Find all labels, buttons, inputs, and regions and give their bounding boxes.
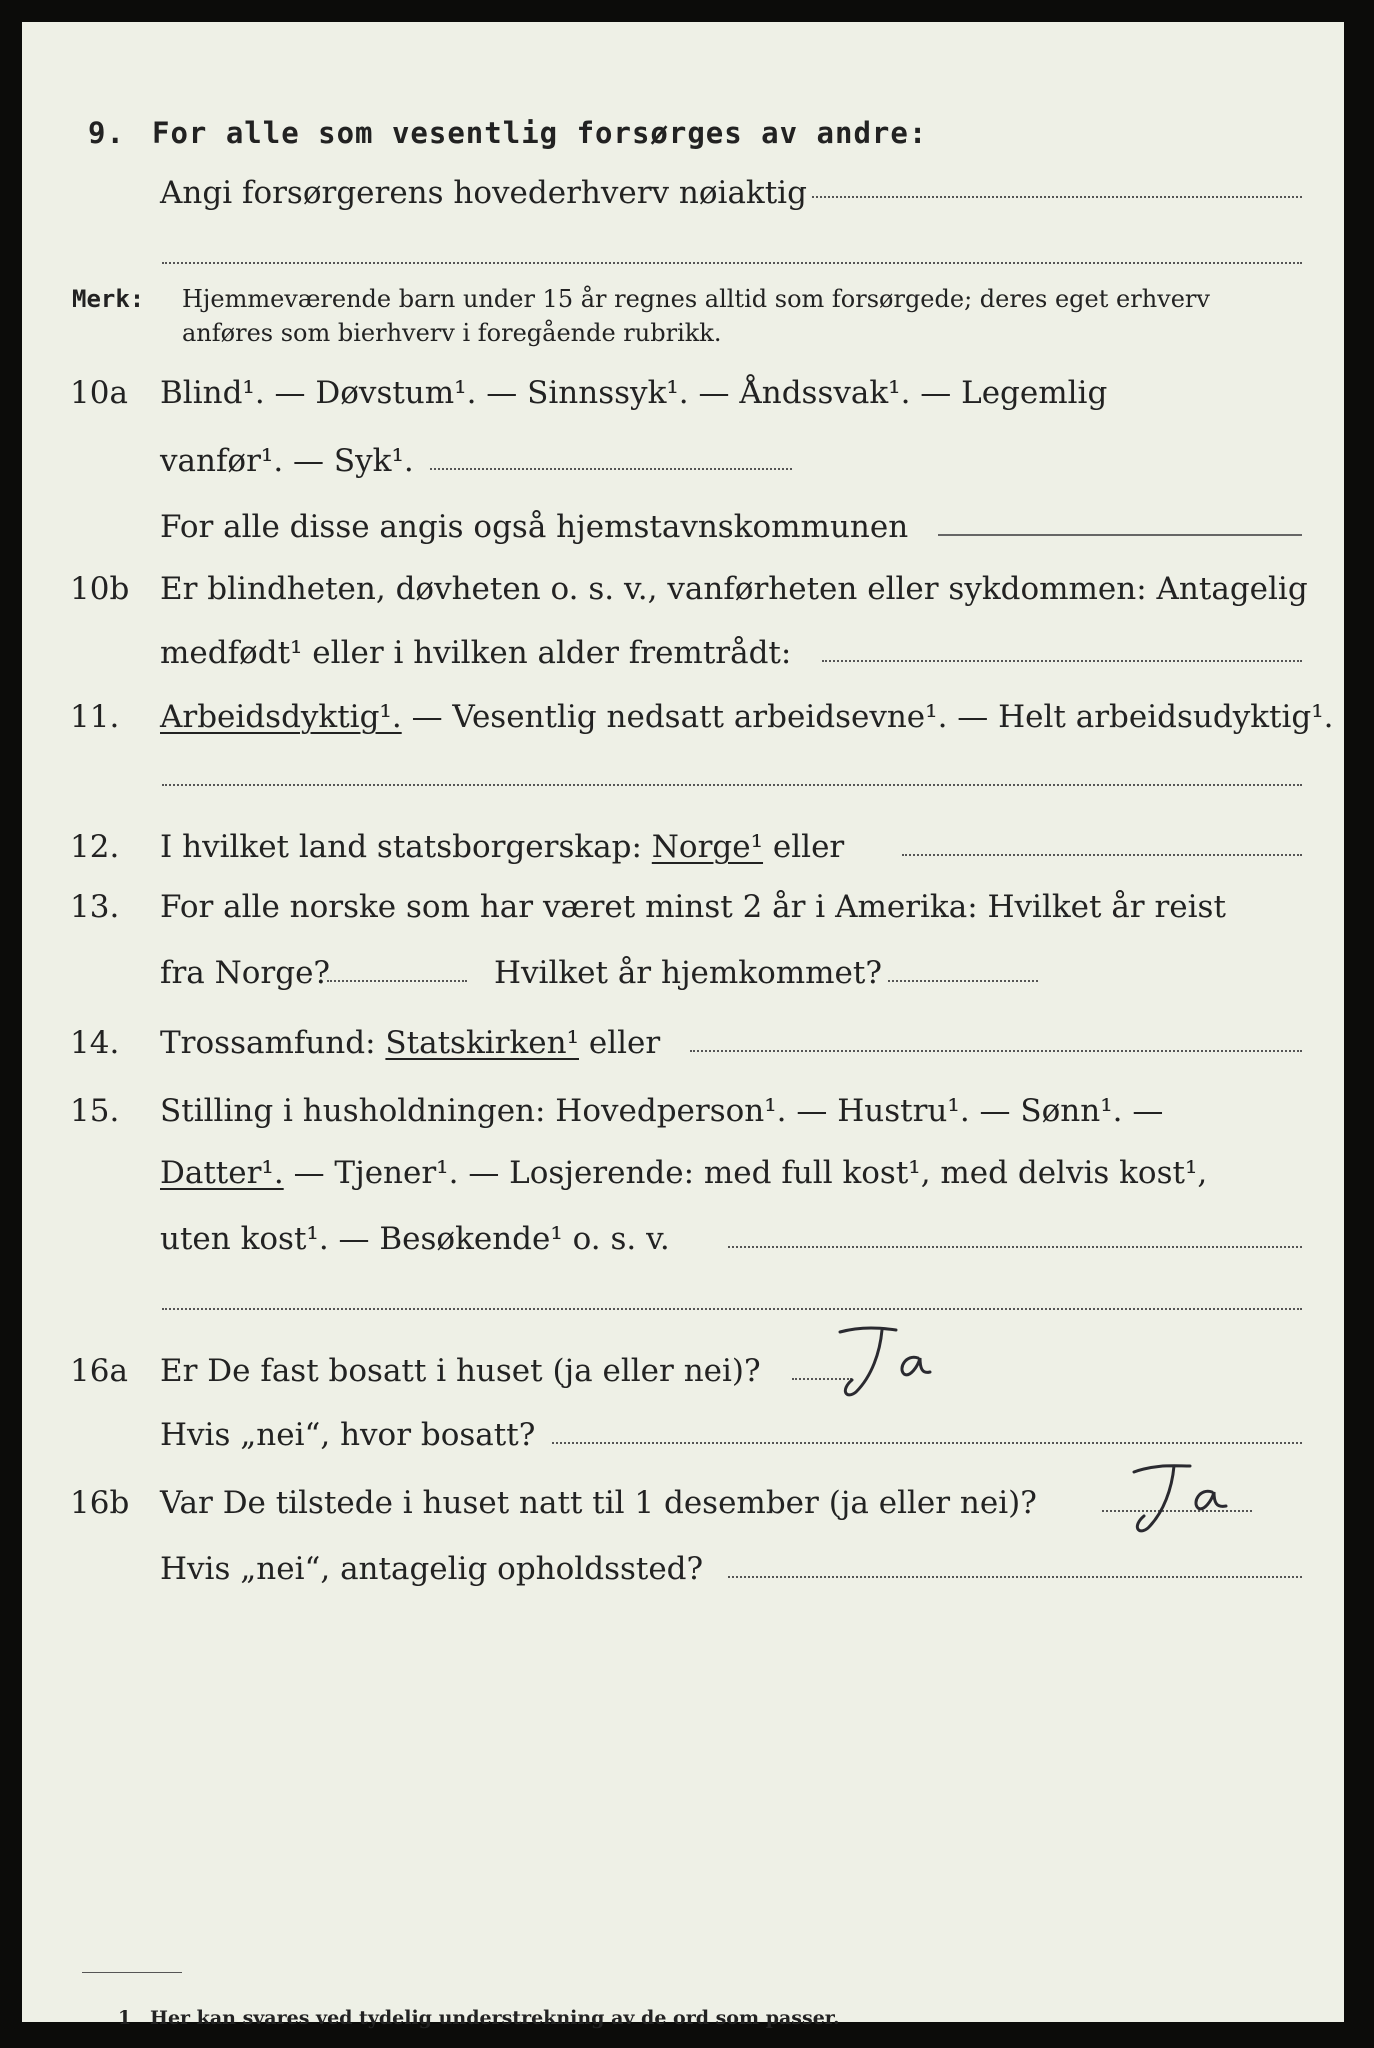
q16b-handwritten-answer-ja — [1112, 1454, 1242, 1544]
q10b-line-1: Er blindheten, døvheten o. s. v., vanførheten eller sykdommen: Antagelig — [160, 571, 1308, 607]
q10b-number: 10b — [70, 571, 130, 607]
q15-line-2 — [160, 1154, 1207, 1192]
q14-line — [160, 1024, 660, 1062]
q10a-line-1: Blind¹. — Døvstum¹. — Sinnssyk¹. — Åndssvak¹. — Legemlig — [160, 375, 1108, 411]
q15-option-datter[interactable]: Datter¹. — [160, 1155, 284, 1191]
q11-number: 11. — [70, 699, 120, 735]
footnote-mark: 1 — [118, 2007, 132, 2029]
q14-prompt: Trossamfund: — [160, 1025, 376, 1061]
q10a-kommune-line[interactable] — [938, 534, 1302, 536]
q16a-line-2: Hvis „nei“, hvor bosatt? — [160, 1417, 536, 1453]
q11-options — [160, 698, 1334, 736]
merk-line-2: anføres som bierhverv i foregående rubrikk. — [182, 319, 722, 347]
q16a-handwritten-answer-ja — [822, 1318, 942, 1408]
q16a-prompt: Er De fast bosatt i huset (ja eller nei)? — [160, 1353, 761, 1389]
q15-number: 15. — [70, 1093, 120, 1129]
q10a-line-2: vanfør¹. — Syk¹. — [160, 443, 414, 479]
q10a-syk-line[interactable] — [430, 468, 792, 470]
q9-heading: For alle som vesentlig forsørges av andre: — [152, 116, 928, 150]
q10b-line-2: medfødt¹ eller i hvilken alder fremtrådt: — [160, 635, 792, 671]
q9-answer-line[interactable] — [812, 196, 1302, 198]
footnote-text: Her kan svares ved tydelig understrekning av de ord som passer. — [150, 2007, 840, 2029]
q10a-number: 10a — [70, 375, 128, 411]
q12-line — [160, 828, 844, 866]
q14-number: 14. — [70, 1025, 120, 1061]
q13-reist-line[interactable] — [327, 980, 467, 982]
q12-answer-line[interactable] — [902, 854, 1302, 856]
q12-number: 12. — [70, 829, 120, 865]
q12-prompt: I hvilket land statsborgerskap: — [160, 829, 642, 865]
merk-label: Merk: — [72, 285, 145, 313]
q16b-number: 16b — [70, 1485, 130, 1521]
q16a-bosatt-line[interactable] — [552, 1442, 1302, 1444]
q16b-opholdssted-line[interactable] — [728, 1576, 1302, 1578]
q11-answer-line[interactable] — [162, 784, 1302, 786]
q9-prompt: Angi forsørgerens hovederhverv nøiaktig — [160, 175, 807, 211]
q13-number: 13. — [70, 889, 120, 925]
q15-line-3: uten kost¹. — Besøkende¹ o. s. v. — [160, 1221, 670, 1257]
census-form-page — [22, 22, 1344, 2029]
q10b-answer-line[interactable] — [822, 660, 1302, 662]
q15-answer-line[interactable] — [728, 1246, 1302, 1248]
q14-option-statskirken[interactable]: Statskirken¹ — [385, 1025, 579, 1061]
q16b-prompt: Var De tilstede i huset natt til 1 desember (ja eller nei)? — [160, 1485, 1037, 1521]
merk-line-1: Hjemmeværende barn under 15 år regnes alltid som forsørgede; deres eget erhverv — [182, 285, 1210, 313]
q14-eller: eller — [588, 1025, 661, 1061]
q16a-number: 16a — [70, 1353, 128, 1389]
q12-eller: eller — [772, 829, 845, 865]
q10a-line-3: For alle disse angis også hjemstavnskommunen — [160, 509, 909, 545]
q11-other-options: — Vesentlig nedsatt arbeidsevne¹. — Helt arbeidsudyktig¹. — [411, 699, 1334, 735]
q13-line-2a: fra Norge? — [160, 955, 331, 991]
q15-line-2-rest: — Tjener¹. — Losjerende: med full kost¹, med delvis kost¹, — [293, 1155, 1208, 1191]
footnote-divider — [82, 1972, 182, 1973]
q13-line-2b: Hvilket år hjemkommet? — [494, 955, 882, 991]
q9-number: 9. — [88, 116, 125, 150]
q12-option-norge[interactable]: Norge¹ — [651, 829, 764, 865]
q13-hjemkommet-line[interactable] — [888, 980, 1038, 982]
q13-line-1: For alle norske som har været minst 2 år i Amerika: Hvilket år reist — [160, 889, 1226, 925]
q9-answer-line-2[interactable] — [162, 262, 1302, 264]
q15-answer-line-2[interactable] — [162, 1308, 1302, 1310]
q11-option-arbeidsdyktig[interactable]: Arbeidsdyktig¹. — [160, 699, 402, 735]
q15-line-1: Stilling i husholdningen: Hovedperson¹. — Hustru¹. — Sønn¹. — — [160, 1093, 1164, 1129]
q14-answer-line[interactable] — [690, 1050, 1302, 1052]
q16b-line-2: Hvis „nei“, antagelig opholdssted? — [160, 1551, 704, 1587]
